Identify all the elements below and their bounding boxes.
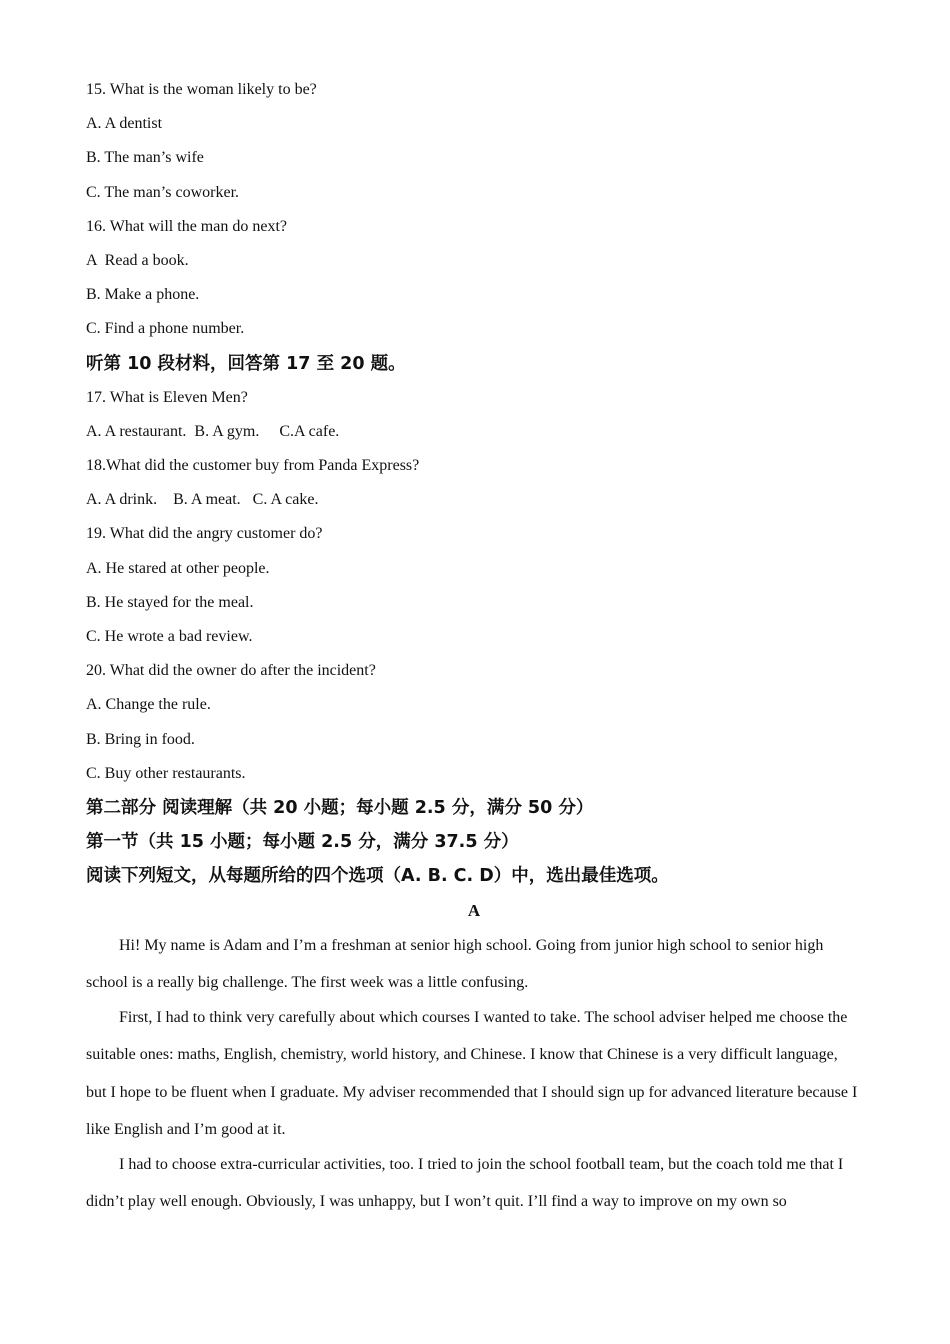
option-15-b: B. The man’s wife	[86, 149, 204, 167]
section1-title: 第一节（共 15 小题；每小题 2.5 分，满分 37.5 分）	[86, 832, 519, 853]
passage-paragraph-3: I had to choose extra-curricular activities, too. I tried to join the school football team, but the coach told me that I didn’t play well enough. Obviously, I was unhappy, but I won’t quit. I’ll find a way to improve on my own so	[86, 1155, 844, 1211]
question-16: 16. What will the man do next?	[86, 217, 287, 235]
question-17: 17. What is Eleven Men?	[86, 388, 248, 406]
passage-label: A	[467, 900, 481, 920]
option-15-a: A. A dentist	[86, 115, 163, 133]
option-16-c: C. Find a phone number.	[86, 320, 245, 338]
option-16-b: B. Make a phone.	[86, 286, 200, 304]
passage-paragraph-2: First, I had to think very carefully about which courses I wanted to take. The school adviser helped me choose the suitable ones: maths, English, chemistry, world history, and Chinese. I know that Chinese is a very difficult language, but I hope to be fluent when I graduate. My adviser recommended that I should sign up for advanced literature because I like English and I’m good at it.	[86, 1008, 858, 1139]
option-15-c: C. The man’s coworker.	[86, 183, 240, 201]
options-18: A. A drink. B. A meat. C. A cake.	[86, 491, 319, 509]
question-20: 20. What did the owner do after the incident?	[86, 662, 376, 680]
question-15: 15. What is the woman likely to be?	[86, 81, 317, 98]
option-19-c: C. He wrote a bad review.	[86, 628, 253, 645]
part2-title: 第二部分 阅读理解（共 20 小题；每小题 2.5 分，满分 50 分）	[86, 797, 594, 818]
options-17: A. A restaurant. B. A gym. C.A cafe.	[86, 422, 340, 440]
option-20-b: B. Bring in food.	[86, 730, 195, 748]
option-19-a: A. He stared at other people.	[86, 559, 270, 577]
section-10-instruction: 听第 10 段材料，回答第 17 至 20 题。	[86, 353, 406, 374]
document-page	[86, 78, 862, 1218]
option-19-b: B. He stayed for the meal.	[86, 593, 254, 611]
option-16-a: A Read a book.	[86, 251, 189, 269]
option-20-c: C. Buy other restaurants.	[86, 764, 246, 782]
option-20-a: A. Change the rule.	[86, 696, 211, 714]
reading-instruction: 阅读下列短文，从每题所给的四个选项（A. B. C. D）中，选出最佳选项。	[86, 866, 669, 887]
question-19: 19. What did the angry customer do?	[86, 525, 323, 543]
question-18: 18.What did the customer buy from Panda Express?	[86, 457, 420, 475]
passage-paragraph-1: Hi! My name is Adam and I’m a freshman at senior high school. Going from junior high school to senior high school is a really big challenge. The first week was a little confusing.	[86, 936, 824, 992]
